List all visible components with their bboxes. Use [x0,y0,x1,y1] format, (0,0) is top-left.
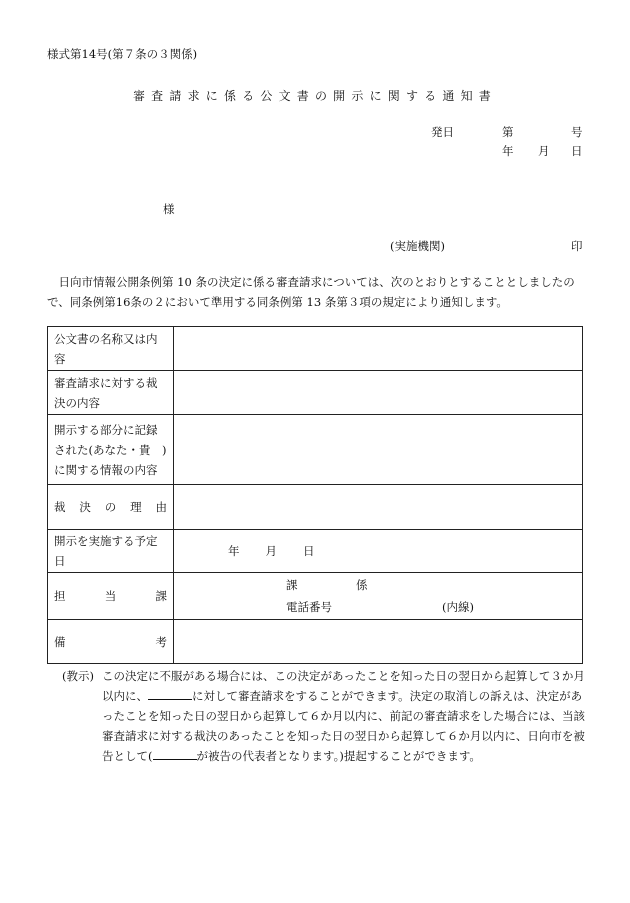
date-day: 日 [303,544,315,558]
table-row [48,620,583,664]
label-char: 裁 [54,500,66,514]
note-body [102,666,587,766]
phone-label: 電話番号 [286,600,332,614]
table-row [48,415,583,485]
table-row [48,485,583,530]
addressee-suffix: 様 [163,202,175,216]
label-char: 理 [130,500,142,514]
row-label-disclosed-info: 開示する部分に記録された(あなた・貴 )に関する情報の内容 [48,415,174,485]
instruction-note [62,666,587,766]
agency-label: (実施機関) [390,239,445,253]
label-char: 担 [54,589,66,603]
label-char: 由 [155,500,167,514]
row-value-remarks [174,620,583,664]
note-text-2: に対して審査請求をすることができます。決定の取消しの訴えは、決定があったことを知った日の翌日から起算して６か月以内に、前記の審査請求をした場合には、当該審査請求に対する裁決のあったことを知った日の翌日から起算して６か月以内に、日向市を被告として( [102,689,585,763]
notice-table [47,326,583,664]
note-text-3: が被告の代表者となります。)提起することができます。 [196,749,481,763]
section-label: 課 [286,578,298,592]
date-month: 月 [265,544,277,558]
row-label-disclosure-date: 開示を実施する予定日 [48,530,174,573]
label-char: 備 [54,634,66,649]
form-number: 様式第14号(第７条の３関係) [47,47,198,61]
issue-day: 日 [571,144,583,158]
label-char: 決 [79,500,91,514]
blank-field [148,687,192,700]
issue-month: 月 [538,144,550,158]
row-value-department [174,573,583,620]
issue-year: 年 [502,144,514,158]
label-char: の [104,500,117,514]
row-value-disclosure-date [174,530,583,573]
blank-field [153,747,197,760]
issue-label: 発日 [431,125,454,139]
body-paragraph: 日向市情報公開条例第 10 条の決定に係る審査請求については、次のとおりとすることとしましたので、同条例第16条の２において準用する同条例第 13 条第３項の規定により通知します。 [47,275,575,309]
row-value-reason [174,485,583,530]
issue-number-prefix: 第 [502,125,514,139]
label-char: 課 [155,589,167,603]
row-label-document-name: 公文書の名称又は内容 [48,327,174,371]
row-label-remarks [48,620,174,664]
seal-mark: 印 [571,239,583,253]
row-label-reason [48,485,174,530]
date-year: 年 [228,544,240,558]
issue-number-suffix: 号 [571,125,583,139]
row-label-ruling: 審査請求に対する裁決の内容 [48,371,174,415]
table-row [48,573,583,620]
subsection-label: 係 [356,578,368,592]
row-value-document-name [174,327,583,371]
note-text-1: この決定に不服がある場合には、この決定があったことを知った日の翌日から起算して３か月以内に、 [102,669,585,703]
label-char: 考 [155,634,167,649]
row-value-ruling [174,371,583,415]
row-value-disclosed-info [174,415,583,485]
note-heading: (教示) [62,669,94,683]
table-row [48,530,583,573]
table-row [48,371,583,415]
table-row [48,327,583,371]
label-char: 当 [104,589,117,603]
document-title: 審査請求に係る公文書の開示に関する通知書 [132,89,497,103]
row-label-department [48,573,174,620]
extension-label: (内線) [442,600,474,614]
